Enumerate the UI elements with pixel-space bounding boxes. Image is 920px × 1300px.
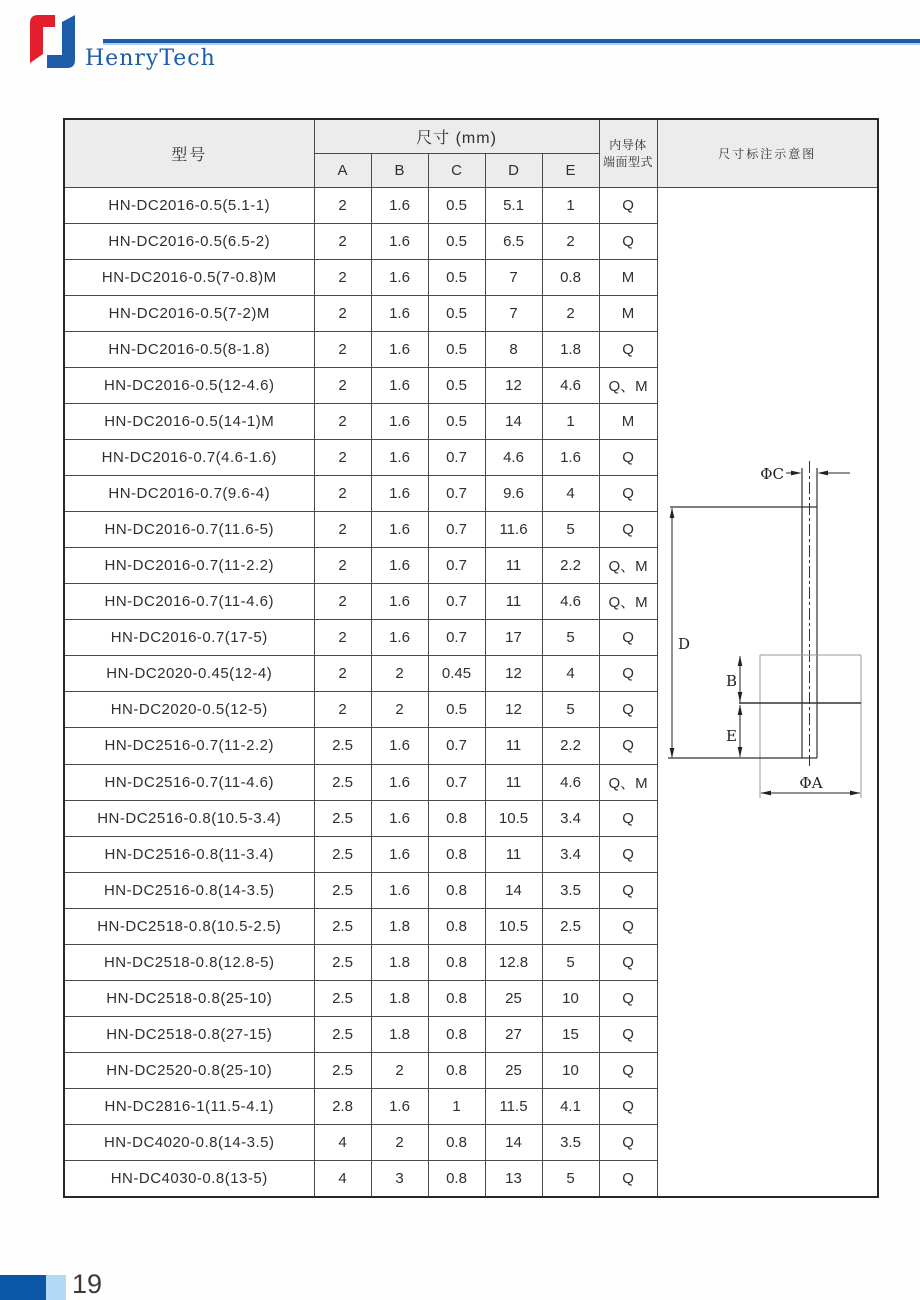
header-endface	[599, 119, 657, 188]
dim-d-cell: 8	[485, 332, 542, 368]
model-cell: HN-DC4020-0.8(14-3.5)	[64, 1124, 314, 1160]
dim-a-cell: 2	[314, 548, 371, 584]
dim-a-cell: 2.5	[314, 944, 371, 980]
dim-e-cell: 1.6	[542, 440, 599, 476]
model-cell: HN-DC2016-0.5(14-1)M	[64, 404, 314, 440]
dim-b-cell: 1.6	[371, 728, 428, 764]
dimension-diagram-cell	[657, 188, 878, 1198]
dim-c-cell: 0.8	[428, 800, 485, 836]
table-row	[64, 188, 878, 224]
dim-c-cell: 0.7	[428, 620, 485, 656]
dim-c-cell: 0.5	[428, 224, 485, 260]
dim-label-phi-c: ΦC	[759, 465, 784, 483]
dim-b-cell: 1.8	[371, 980, 428, 1016]
dim-c-cell: 0.7	[428, 512, 485, 548]
endface-cell: Q	[599, 1016, 657, 1052]
header-dim-c: C	[428, 154, 485, 188]
endface-cell: Q	[599, 332, 657, 368]
endface-cell: Q、M	[599, 764, 657, 800]
dim-e-cell: 2.2	[542, 548, 599, 584]
dim-b-cell: 1.6	[371, 404, 428, 440]
dim-e-cell: 2	[542, 296, 599, 332]
endface-cell: Q	[599, 1124, 657, 1160]
arrow-b-bottom	[737, 692, 742, 703]
dim-d-cell: 12	[485, 368, 542, 404]
dim-d-cell: 13	[485, 1160, 542, 1197]
model-cell: HN-DC2518-0.8(25-10)	[64, 980, 314, 1016]
dim-c-cell: 0.7	[428, 584, 485, 620]
endface-cell: Q	[599, 512, 657, 548]
dim-b-cell: 1.6	[371, 188, 428, 224]
dim-c-cell: 0.7	[428, 728, 485, 764]
arrow-phi-c-right	[817, 471, 828, 476]
arrow-d-top	[669, 508, 674, 519]
dim-a-cell: 2.5	[314, 1016, 371, 1052]
dim-d-cell: 11	[485, 728, 542, 764]
dim-e-cell: 2	[542, 224, 599, 260]
dim-e-cell: 3.5	[542, 1124, 599, 1160]
endface-cell: Q	[599, 908, 657, 944]
header-dim-d: D	[485, 154, 542, 188]
dim-e-cell: 2.2	[542, 728, 599, 764]
dim-b-cell: 1.6	[371, 368, 428, 404]
dim-e-cell: 5	[542, 692, 599, 728]
header-model: 型号	[64, 119, 314, 188]
dim-a-cell: 2.5	[314, 872, 371, 908]
dim-d-cell: 5.1	[485, 188, 542, 224]
dim-e-cell: 2.5	[542, 908, 599, 944]
dim-d-cell: 11	[485, 764, 542, 800]
dimension-drawing	[658, 188, 877, 1196]
dim-a-cell: 2	[314, 656, 371, 692]
footer-block-dark	[0, 1275, 46, 1300]
header-rule-light	[103, 43, 920, 45]
dim-b-cell: 2	[371, 656, 428, 692]
dim-d-cell: 25	[485, 980, 542, 1016]
model-cell: HN-DC2816-1(11.5-4.1)	[64, 1088, 314, 1124]
model-cell: HN-DC2016-0.5(5.1-1)	[64, 188, 314, 224]
header-dim-a: A	[314, 154, 371, 188]
model-cell: HN-DC2520-0.8(25-10)	[64, 1052, 314, 1088]
header-endface-line1: 内导体	[609, 138, 647, 153]
dim-a-cell: 2	[314, 584, 371, 620]
dim-a-cell: 2	[314, 476, 371, 512]
dimension-diagram	[658, 188, 877, 1196]
dim-d-cell: 14	[485, 404, 542, 440]
dim-a-cell: 2.5	[314, 728, 371, 764]
dim-c-cell: 0.8	[428, 944, 485, 980]
endface-cell: Q	[599, 836, 657, 872]
dim-b-cell: 1.6	[371, 476, 428, 512]
dim-a-cell: 2	[314, 368, 371, 404]
endface-cell: Q	[599, 476, 657, 512]
dim-a-cell: 2	[314, 440, 371, 476]
endface-cell: Q、M	[599, 548, 657, 584]
dim-b-cell: 1.6	[371, 836, 428, 872]
endface-cell: Q	[599, 980, 657, 1016]
dim-e-cell: 5	[542, 1160, 599, 1197]
dim-a-cell: 2	[314, 260, 371, 296]
dim-d-cell: 4.6	[485, 440, 542, 476]
dim-c-cell: 0.8	[428, 1016, 485, 1052]
dim-e-cell: 15	[542, 1016, 599, 1052]
endface-cell: Q	[599, 800, 657, 836]
dim-c-cell: 0.7	[428, 476, 485, 512]
dim-c-cell: 0.8	[428, 872, 485, 908]
dim-e-cell: 0.8	[542, 260, 599, 296]
dim-c-cell: 0.8	[428, 1160, 485, 1197]
dim-e-cell: 1.8	[542, 332, 599, 368]
dim-d-cell: 11	[485, 584, 542, 620]
endface-cell: Q	[599, 1160, 657, 1197]
model-cell: HN-DC2518-0.8(10.5-2.5)	[64, 908, 314, 944]
model-cell: HN-DC2516-0.7(11-4.6)	[64, 764, 314, 800]
dim-e-cell: 5	[542, 512, 599, 548]
arrow-e-bottom	[737, 747, 742, 758]
dim-a-cell: 2	[314, 692, 371, 728]
page-number: 19	[72, 1269, 103, 1299]
dim-b-cell: 1.8	[371, 944, 428, 980]
dim-a-cell: 2.8	[314, 1088, 371, 1124]
dim-b-cell: 1.6	[371, 584, 428, 620]
dim-a-cell: 4	[314, 1160, 371, 1197]
dim-c-cell: 0.5	[428, 296, 485, 332]
dim-c-cell: 0.45	[428, 656, 485, 692]
dim-e-cell: 4.6	[542, 368, 599, 404]
endface-cell: Q、M	[599, 584, 657, 620]
model-cell: HN-DC2518-0.8(12.8-5)	[64, 944, 314, 980]
dim-b-cell: 1.8	[371, 908, 428, 944]
model-cell: HN-DC2016-0.7(9.6-4)	[64, 476, 314, 512]
arrow-e-top	[737, 705, 742, 716]
endface-cell: Q	[599, 1052, 657, 1088]
dim-a-cell: 2	[314, 620, 371, 656]
dim-a-cell: 2.5	[314, 980, 371, 1016]
arrow-phi-c-left	[791, 471, 802, 476]
dim-label-d: D	[677, 635, 690, 653]
dim-a-cell: 2	[314, 512, 371, 548]
dim-a-cell: 4	[314, 1124, 371, 1160]
dim-c-cell: 0.7	[428, 440, 485, 476]
dim-label-e: E	[725, 727, 737, 745]
dim-c-cell: 0.8	[428, 836, 485, 872]
dim-d-cell: 27	[485, 1016, 542, 1052]
dim-b-cell: 1.6	[371, 620, 428, 656]
dim-d-cell: 25	[485, 1052, 542, 1088]
dim-b-cell: 1.6	[371, 800, 428, 836]
dim-d-cell: 17	[485, 620, 542, 656]
dim-c-cell: 0.5	[428, 404, 485, 440]
dim-e-cell: 4.6	[542, 764, 599, 800]
dim-c-cell: 0.5	[428, 188, 485, 224]
dim-d-cell: 14	[485, 872, 542, 908]
dim-c-cell: 0.8	[428, 908, 485, 944]
endface-cell: M	[599, 404, 657, 440]
dim-c-cell: 0.5	[428, 692, 485, 728]
model-cell: HN-DC2020-0.45(12-4)	[64, 656, 314, 692]
dim-e-cell: 5	[542, 620, 599, 656]
dim-e-cell: 3.4	[542, 836, 599, 872]
dim-d-cell: 11.5	[485, 1088, 542, 1124]
model-cell: HN-DC2016-0.7(4.6-1.6)	[64, 440, 314, 476]
dim-a-cell: 2.5	[314, 800, 371, 836]
dim-e-cell: 4	[542, 476, 599, 512]
arrow-phi-a-right	[850, 791, 861, 796]
dim-b-cell: 1.8	[371, 1016, 428, 1052]
dim-c-cell: 0.8	[428, 980, 485, 1016]
endface-cell: Q	[599, 1088, 657, 1124]
dim-d-cell: 11.6	[485, 512, 542, 548]
model-cell: HN-DC2016-0.7(11-4.6)	[64, 584, 314, 620]
dim-b-cell: 1.6	[371, 1088, 428, 1124]
header-dim-e: E	[542, 154, 599, 188]
dim-d-cell: 11	[485, 836, 542, 872]
dim-a-cell: 2.5	[314, 836, 371, 872]
dim-c-cell: 0.5	[428, 368, 485, 404]
company-logo-icon	[26, 12, 82, 74]
dim-a-cell: 2	[314, 224, 371, 260]
model-cell: HN-DC2016-0.7(11.6-5)	[64, 512, 314, 548]
endface-cell: Q	[599, 692, 657, 728]
dim-b-cell: 1.6	[371, 764, 428, 800]
model-cell: HN-DC2020-0.5(12-5)	[64, 692, 314, 728]
dim-a-cell: 2	[314, 332, 371, 368]
spec-table	[63, 118, 879, 1198]
dim-c-cell: 0.5	[428, 260, 485, 296]
dim-e-cell: 1	[542, 404, 599, 440]
model-cell: HN-DC2516-0.8(14-3.5)	[64, 872, 314, 908]
endface-cell: M	[599, 296, 657, 332]
model-cell: HN-DC4030-0.8(13-5)	[64, 1160, 314, 1197]
dim-b-cell: 1.6	[371, 548, 428, 584]
model-cell: HN-DC2016-0.7(17-5)	[64, 620, 314, 656]
dim-d-cell: 6.5	[485, 224, 542, 260]
model-cell: HN-DC2016-0.5(8-1.8)	[64, 332, 314, 368]
dim-b-cell: 1.6	[371, 872, 428, 908]
model-cell: HN-DC2518-0.8(27-15)	[64, 1016, 314, 1052]
dim-label-phi-a: ΦA	[798, 774, 823, 792]
dim-e-cell: 10	[542, 1052, 599, 1088]
endface-cell: Q	[599, 656, 657, 692]
dim-b-cell: 2	[371, 692, 428, 728]
dim-a-cell: 2.5	[314, 908, 371, 944]
model-cell: HN-DC2016-0.5(6.5-2)	[64, 224, 314, 260]
dim-label-b: B	[725, 672, 737, 690]
dim-e-cell: 3.5	[542, 872, 599, 908]
dim-a-cell: 2	[314, 296, 371, 332]
header-size-group: 尺寸 (mm)	[314, 119, 599, 154]
footer-block-light	[46, 1275, 66, 1300]
endface-cell: Q	[599, 872, 657, 908]
dim-b-cell: 1.6	[371, 332, 428, 368]
dim-d-cell: 14	[485, 1124, 542, 1160]
arrow-b-top	[737, 656, 742, 667]
dim-b-cell: 1.6	[371, 296, 428, 332]
model-cell: HN-DC2016-0.5(12-4.6)	[64, 368, 314, 404]
model-cell: HN-DC2016-0.5(7-2)M	[64, 296, 314, 332]
endface-cell: M	[599, 260, 657, 296]
endface-cell: Q	[599, 944, 657, 980]
model-cell: HN-DC2516-0.7(11-2.2)	[64, 728, 314, 764]
model-cell: HN-DC2516-0.8(11-3.4)	[64, 836, 314, 872]
arrow-phi-a-left	[760, 791, 771, 796]
dim-b-cell: 2	[371, 1052, 428, 1088]
dim-d-cell: 7	[485, 296, 542, 332]
dim-b-cell: 1.6	[371, 260, 428, 296]
dim-b-cell: 1.6	[371, 224, 428, 260]
dim-a-cell: 2.5	[314, 1052, 371, 1088]
endface-cell: Q	[599, 620, 657, 656]
spec-table-header	[64, 119, 878, 188]
dim-b-cell: 2	[371, 1124, 428, 1160]
dim-e-cell: 5	[542, 944, 599, 980]
dim-a-cell: 2.5	[314, 764, 371, 800]
dim-b-cell: 1.6	[371, 512, 428, 548]
model-cell: HN-DC2016-0.5(7-0.8)M	[64, 260, 314, 296]
dim-d-cell: 12.8	[485, 944, 542, 980]
endface-cell: Q、M	[599, 368, 657, 404]
dim-d-cell: 12	[485, 692, 542, 728]
dim-c-cell: 1	[428, 1088, 485, 1124]
dim-d-cell: 11	[485, 548, 542, 584]
arrow-d-bottom	[669, 748, 674, 759]
dim-c-cell: 0.7	[428, 548, 485, 584]
endface-cell: Q	[599, 188, 657, 224]
header-diagram: 尺寸标注示意图	[657, 119, 878, 188]
dim-e-cell: 10	[542, 980, 599, 1016]
header-dim-b: B	[371, 154, 428, 188]
dim-e-cell: 4.6	[542, 584, 599, 620]
table-body	[64, 188, 878, 1198]
header-endface-line2: 端面型式	[603, 154, 654, 169]
dim-c-cell: 0.7	[428, 764, 485, 800]
model-cell: HN-DC2016-0.7(11-2.2)	[64, 548, 314, 584]
dim-d-cell: 9.6	[485, 476, 542, 512]
dim-a-cell: 2	[314, 188, 371, 224]
brand-name: HenryTech	[85, 46, 216, 71]
dim-e-cell: 4.1	[542, 1088, 599, 1124]
endface-cell: Q	[599, 224, 657, 260]
dim-b-cell: 1.6	[371, 440, 428, 476]
dim-c-cell: 0.8	[428, 1124, 485, 1160]
dim-c-cell: 0.5	[428, 332, 485, 368]
dim-b-cell: 3	[371, 1160, 428, 1197]
endface-cell: Q	[599, 440, 657, 476]
dim-a-cell: 2	[314, 404, 371, 440]
dim-c-cell: 0.8	[428, 1052, 485, 1088]
dim-d-cell: 12	[485, 656, 542, 692]
dim-e-cell: 4	[542, 656, 599, 692]
dim-e-cell: 1	[542, 188, 599, 224]
model-cell: HN-DC2516-0.8(10.5-3.4)	[64, 800, 314, 836]
dim-d-cell: 10.5	[485, 908, 542, 944]
endface-cell: Q	[599, 728, 657, 764]
dim-d-cell: 7	[485, 260, 542, 296]
dim-d-cell: 10.5	[485, 800, 542, 836]
dim-e-cell: 3.4	[542, 800, 599, 836]
